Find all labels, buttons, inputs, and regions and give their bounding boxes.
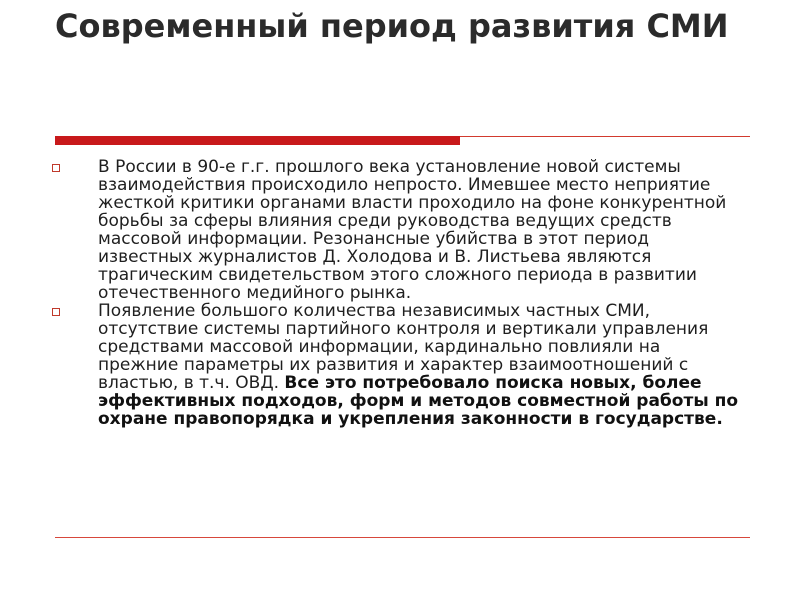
bullet-item <box>50 302 740 428</box>
bullet-emphasis-text: Все это потребовало поиска новых, более эффективных подходов, форм и методов совместной работы по охране правопорядка и укрепления законности в государстве. <box>98 373 739 429</box>
bullet-text: В России в 90-е г.г. прошлого века установление новой системы взаимодействия происходило непросто. Имевшее место неприятие жесткой критики органами власти проходило на фоне конкурентной борьбы за сферы влияния среди руководства ведущих средств массовой информации. Резонансные убийства в этот период известных журналистов Д. Холодова и В. Листьева являются трагическим свидетельством этого сложного периода в развитии отечественного медийного рынка. <box>98 157 727 303</box>
title-underline-accent <box>55 136 460 145</box>
square-bullet-icon <box>52 164 60 172</box>
bullet-item <box>50 158 740 302</box>
bullet-text: Появление большого количества независимых частных СМИ, отсутствие системы партийного контроля и вертикали управления средствами массовой информации, кардинально повлияли на прежние параметры их развития и характер взаимоотношений с властью, в т.ч. ОВД. <box>98 301 709 393</box>
bottom-divider <box>55 537 750 538</box>
slide-title: Современный период развития СМИ <box>55 7 729 45</box>
bullet-list <box>50 158 740 428</box>
square-bullet-icon <box>52 308 60 316</box>
